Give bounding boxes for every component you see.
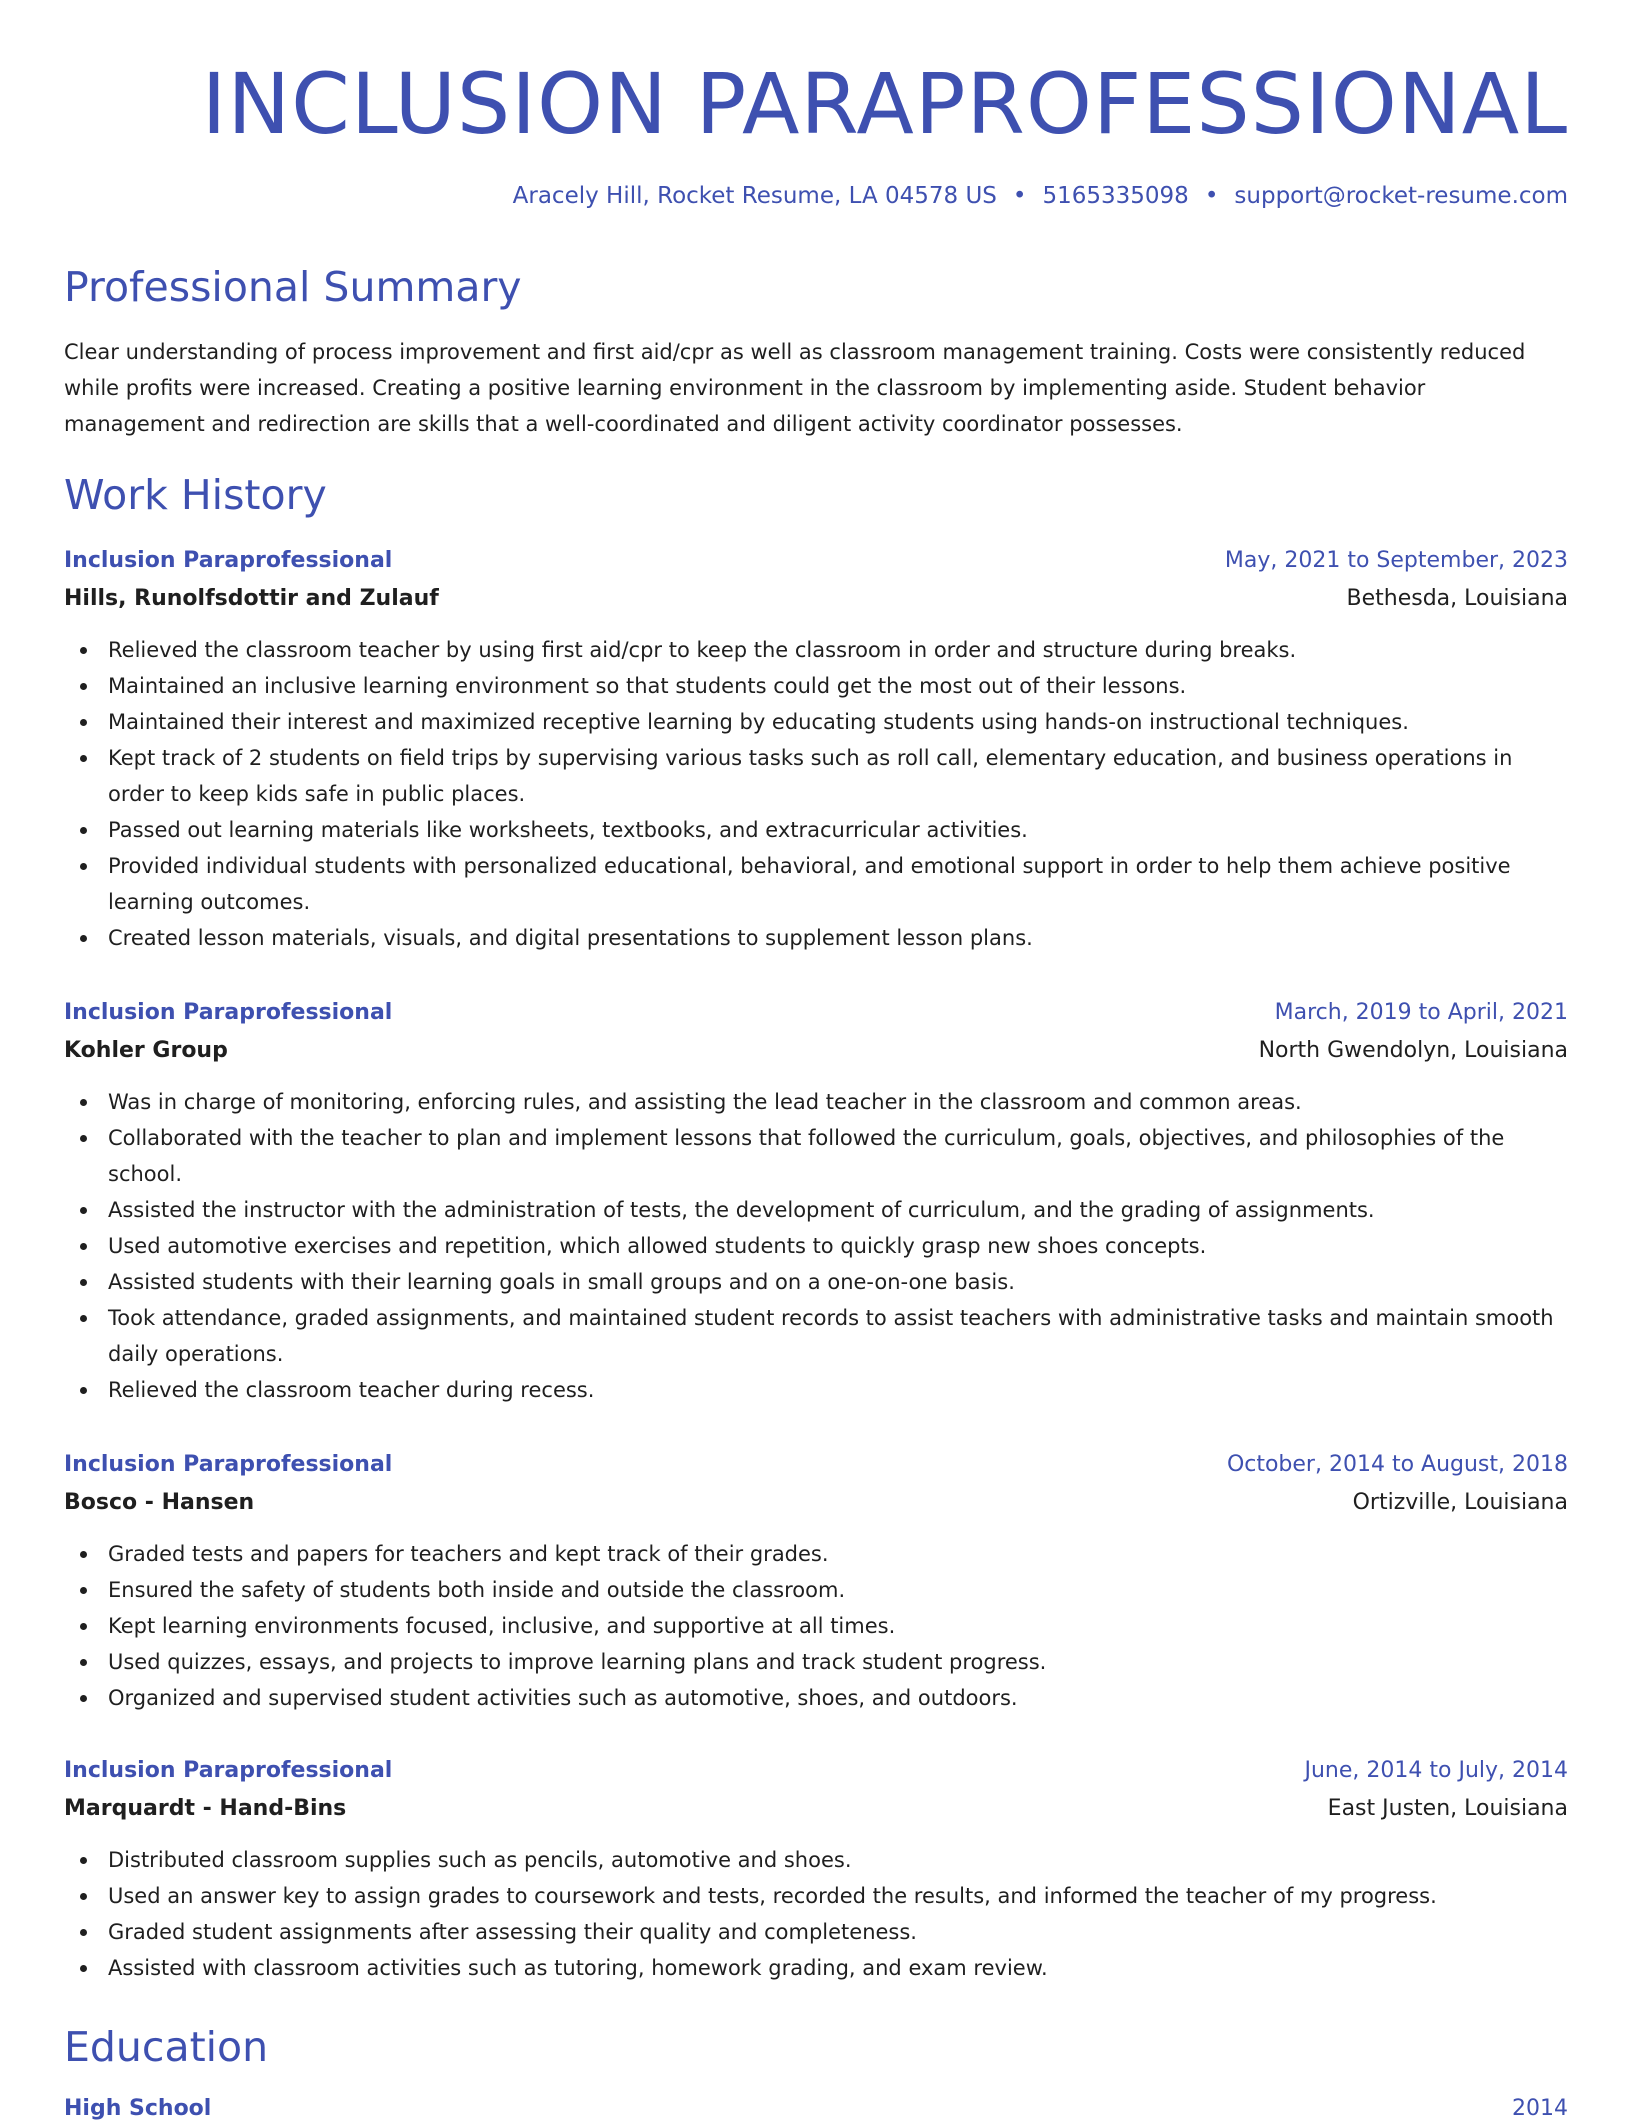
job-header-row — [64, 542, 1568, 580]
contact-email: support@rocket-resume.com — [1234, 183, 1568, 209]
job-duty: Provided individual students with personalized educational, behavioral, and emotional support in order to help them achieve positive learning outcomes. — [108, 848, 1568, 920]
job-duties-list — [64, 632, 1568, 956]
job-duty: Graded student assignments after assessing their quality and completeness. — [108, 1914, 1568, 1950]
job-header-row — [64, 1752, 1568, 1790]
job-duty: Took attendance, graded assignments, and maintained student records to assist teachers with administrative tasks and maintain smooth daily operations. — [108, 1300, 1568, 1372]
job-company-row — [64, 580, 1568, 618]
job-dates: June, 2014 to July, 2014 — [1304, 1758, 1568, 1783]
job-duty: Used quizzes, essays, and projects to improve learning plans and track student progress. — [108, 1644, 1568, 1680]
job-title: Inclusion Paraprofessional — [64, 1758, 393, 1783]
job-duty: Kept learning environments focused, inclusive, and supportive at all times. — [108, 1608, 1568, 1644]
job-company: Bosco - Hansen — [64, 1490, 255, 1515]
education-entry — [64, 2090, 1568, 2128]
job-location: Ortizville, Louisiana — [1352, 1490, 1568, 1515]
job-duty: Created lesson materials, visuals, and digital presentations to supplement lesson plans. — [108, 920, 1568, 956]
job-duty: Passed out learning materials like worksheets, textbooks, and extracurricular activities. — [108, 812, 1568, 848]
job-duty: Used automotive exercises and repetition, which allowed students to quickly grasp new shoes concepts. — [108, 1228, 1568, 1264]
education-heading: Education — [64, 2023, 269, 2071]
job-entry — [64, 542, 1568, 956]
job-duty: Organized and supervised student activities such as automotive, shoes, and outdoors. — [108, 1680, 1568, 1716]
job-duty: Maintained their interest and maximized receptive learning by educating students using hands-on instructional techniques. — [108, 704, 1568, 740]
job-header-row — [64, 994, 1568, 1032]
job-company-row — [64, 1032, 1568, 1070]
education-school: High School — [64, 2096, 212, 2121]
job-company: Marquardt - Hand-Bins — [64, 1796, 347, 1821]
job-company: Hills, Runolfsdottir and Zulauf — [64, 586, 439, 611]
job-duty: Assisted the instructor with the administration of tests, the development of curriculum, and the grading of assignments. — [108, 1192, 1568, 1228]
job-location: North Gwendolyn, Louisiana — [1258, 1038, 1568, 1063]
summary-heading: Professional Summary — [64, 263, 522, 311]
contact-line — [513, 180, 1568, 212]
job-duty: Used an answer key to assign grades to coursework and tests, recorded the results, and informed the teacher of my progress. — [108, 1878, 1568, 1914]
job-duty: Ensured the safety of students both inside and outside the classroom. — [108, 1572, 1568, 1608]
job-duty: Graded tests and papers for teachers and kept track of their grades. — [108, 1536, 1568, 1572]
job-company-row — [64, 1484, 1568, 1522]
page-title: INCLUSION PARAPROFESSIONAL — [201, 55, 1568, 153]
summary-text: Clear understanding of process improvement and first aid/cpr as well as classroom management training. Costs were consistently reduced while profits were increased. Creating a positive learning environment in the classroom by implementing aside. Student behavior management and redirection are skills that a well-coordinated and diligent activity coordinator possesses. — [64, 340, 1526, 436]
job-duty: Assisted students with their learning goals in small groups and on a one-on-one basis. — [108, 1264, 1568, 1300]
contact-phone: 5165335098 — [1042, 183, 1189, 209]
job-dates: March, 2019 to April, 2021 — [1274, 1000, 1568, 1025]
job-dates: May, 2021 to September, 2023 — [1224, 548, 1568, 573]
job-duty: Kept track of 2 students on field trips by supervising various tasks such as roll call, elementary education, and business operations in order to keep kids safe in public places. — [108, 740, 1568, 812]
job-location: Bethesda, Louisiana — [1346, 586, 1568, 611]
work-history-heading: Work History — [64, 471, 327, 519]
job-company: Kohler Group — [64, 1038, 228, 1063]
job-title: Inclusion Paraprofessional — [64, 1452, 393, 1477]
job-duty: Maintained an inclusive learning environment so that students could get the most out of their lessons. — [108, 668, 1568, 704]
job-title: Inclusion Paraprofessional — [64, 548, 393, 573]
job-entry — [64, 1752, 1568, 1986]
job-entry — [64, 994, 1568, 1408]
contact-address: Aracely Hill, Rocket Resume, LA 04578 US — [512, 183, 997, 209]
job-duties-list — [64, 1084, 1568, 1408]
education-year: 2014 — [1512, 2096, 1568, 2121]
job-dates: October, 2014 to August, 2018 — [1226, 1452, 1568, 1477]
job-duty: Distributed classroom supplies such as pencils, automotive and shoes. — [108, 1842, 1568, 1878]
job-duties-list — [64, 1842, 1568, 1986]
job-title: Inclusion Paraprofessional — [64, 1000, 393, 1025]
contact-separator: • — [1012, 183, 1027, 209]
job-duty: Assisted with classroom activities such as tutoring, homework grading, and exam review. — [108, 1950, 1568, 1986]
job-header-row — [64, 1446, 1568, 1484]
job-duty: Relieved the classroom teacher during recess. — [108, 1372, 1568, 1408]
job-duty: Relieved the classroom teacher by using first aid/cpr to keep the classroom in order and structure during breaks. — [108, 632, 1568, 668]
job-duty: Was in charge of monitoring, enforcing rules, and assisting the lead teacher in the classroom and common areas. — [108, 1084, 1568, 1120]
contact-separator: • — [1204, 183, 1219, 209]
job-location: East Justen, Louisiana — [1327, 1796, 1568, 1821]
job-duty: Collaborated with the teacher to plan and implement lessons that followed the curriculum, goals, objectives, and philosophies of the school. — [108, 1120, 1568, 1192]
job-company-row — [64, 1790, 1568, 1828]
job-duties-list — [64, 1536, 1568, 1716]
job-entry — [64, 1446, 1568, 1716]
